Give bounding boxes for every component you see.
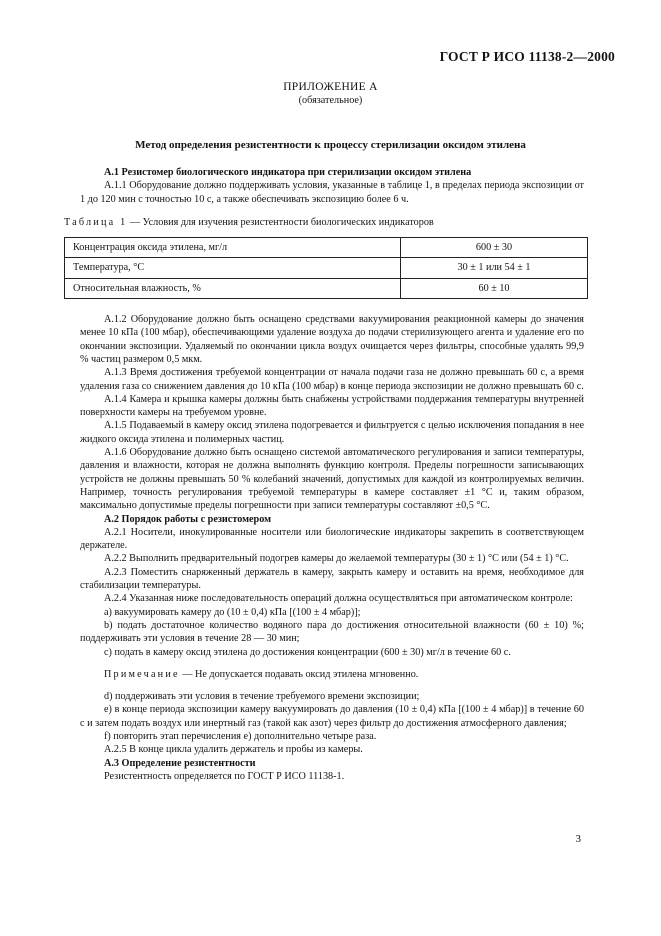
table-cell-value: 600 ± 30 <box>401 238 588 258</box>
paragraph-a2-5: А.2.5 В конце цикла удалить держатель и пробы из камеры. <box>104 744 363 756</box>
document-header: ГОСТ Р ИСО 11138-2—2000 <box>439 49 615 64</box>
section-heading-a3: А.3 Определение резистентности <box>104 757 256 769</box>
table-cell-label: Температура, °С <box>65 258 401 278</box>
table-caption-label: Таблица 1 <box>64 216 128 228</box>
table-cell-label: Относительная влажность, % <box>65 278 401 298</box>
paragraph-a2-1: А.2.1 Носители, инокулированные носители или биологические индикаторы закрепить в соответствующем держателе. <box>80 526 584 552</box>
table-cell-label: Концентрация оксида этилена, мг/л <box>65 238 401 258</box>
appendix-subtitle: (обязательное) <box>298 95 363 106</box>
paragraph-a1-1: А.1.1 Оборудование должно поддерживать условия, указанные в таблице 1, в пределах периода экспозиции от 1 до 120 мин с точностью 10 с, а также обеспечивать экспозицию более 6 ч. <box>80 180 584 205</box>
paragraph-a2-3: А.2.3 Поместить снаряженный держатель в камеру, закрыть камеру и оставить на время, необходимое для стабилизации температуры. <box>80 566 584 592</box>
list-item-d: d) поддерживать эти условия в течение требуемого времени экспозиции; <box>104 691 420 703</box>
list-item-c: с) подать в камеру оксид этилена до достижения концентрации (600 ± 30) мг/л в течение 60 с. <box>104 646 511 658</box>
paragraph-a1-4: А.1.4 Камера и крышка камеры должны быть снабжены устройствами поддержания температуры внутренней поверхности камеры на требуемом уровне. <box>80 393 584 419</box>
paragraph-a1-6: А.1.6 Оборудование должно быть оснащено системой автоматического регулирования и записи температуры, давления и влажности, которая не должна выполнять функцию контроля. Пределы погрешности записывающих устройств не должны превышать 50 % колебаний значений, допустимых для каждой из контролируемых величин. Например, точность регулирования требуемой температуры в камере составляет ±1 °С и, таким образом, максимально допустимые пределы погрешности при записи температуры составляют ±0,5 °С. <box>80 447 584 512</box>
paragraph-a1-5: А.1.5 Подаваемый в камеру оксид этилена подогревается и фильтруется с целью исключения попадания в нее жидкого оксида этилена и полимерных частиц. <box>80 420 584 445</box>
table-caption <box>64 216 584 229</box>
section-heading-a1: A.1 Резистомер биологического индикатора при стерилизации оксидом этилена <box>104 167 472 178</box>
paragraph-a2-4: А.2.4 Указанная ниже последовательность операций должна осуществляться при автоматическом контроле: <box>104 593 573 605</box>
table-row <box>65 238 588 258</box>
paragraph-a1-2: А.1.2 Оборудование должно быть оснащено средствами вакуумирования реакционной камеры до значения менее 10 кПа (100 мбар), обеспечивающими удаление воздуха до подачи стерилизующего агента и удаление его по окончании экспозиции. Удаляемый по окончании цикла воздух очищается через фильтры, способные удалять 99,9 % частиц размером 0,5 мкм. <box>80 314 584 365</box>
table-row <box>65 278 588 298</box>
table-cell-value: 60 ± 10 <box>401 278 588 298</box>
table-row <box>65 258 588 278</box>
note-text: — Не допускается подавать оксид этилена мгновенно. <box>179 668 419 680</box>
conditions-table <box>64 237 588 299</box>
appendix-title: ПРИЛОЖЕНИЕ А <box>283 81 378 93</box>
paragraph-a2-2: А.2.2 Выполнить предварительный подогрев камеры до желаемой температуры (30 ± 1) °С или (54 ± 1) °С. <box>104 553 569 565</box>
table-cell-value: 30 ± 1 или 54 ± 1 <box>401 258 588 278</box>
table-caption-text: — Условия для изучения резистентности биологических индикаторов <box>127 216 434 228</box>
list-item-b: b) подать достаточное количество водяного пара до достижения относительной влажности (60 ± 10) %; поддерживать эти условия в течение 28 — 30 мин; <box>80 619 584 645</box>
list-item-f: f) повторить этап перечисления е) дополнительно четыре раза. <box>104 730 377 742</box>
page-number: 3 <box>575 833 581 845</box>
list-item-a: а) вакуумировать камеру до (10 ± 0,4) кПа [(100 ± 4 мбар)]; <box>104 606 361 618</box>
document-body <box>64 166 584 783</box>
paragraph-a3: Резистентность определяется по ГОСТ Р ИСО 11138-1. <box>104 770 345 782</box>
main-title: Метод определения резистентности к процессу стерилизации оксидом этилена <box>135 139 526 151</box>
section-heading-a2: А.2 Порядок работы с резистомером <box>104 513 272 525</box>
paragraph-a1-3: А.1.3 Время достижения требуемой концентрации от начала подачи газа не должно превышать 60 с, а время удаления газа со снижением давления до 10 кПа (100 мбар) в конце периода экспозиции не должно превышать 60 с. <box>80 367 584 392</box>
list-item-e: е) в конце периода экспозиции камеру вакуумировать до давления (10 ± 0,4) кПа [(100 ± 4 мбар)] в течение 60 с и затем подать воздух или инертный газ (такой как азот) через фильтр до достижения атмосферного давления; <box>80 704 584 729</box>
note <box>80 668 584 681</box>
note-label: Примечание <box>104 668 180 680</box>
